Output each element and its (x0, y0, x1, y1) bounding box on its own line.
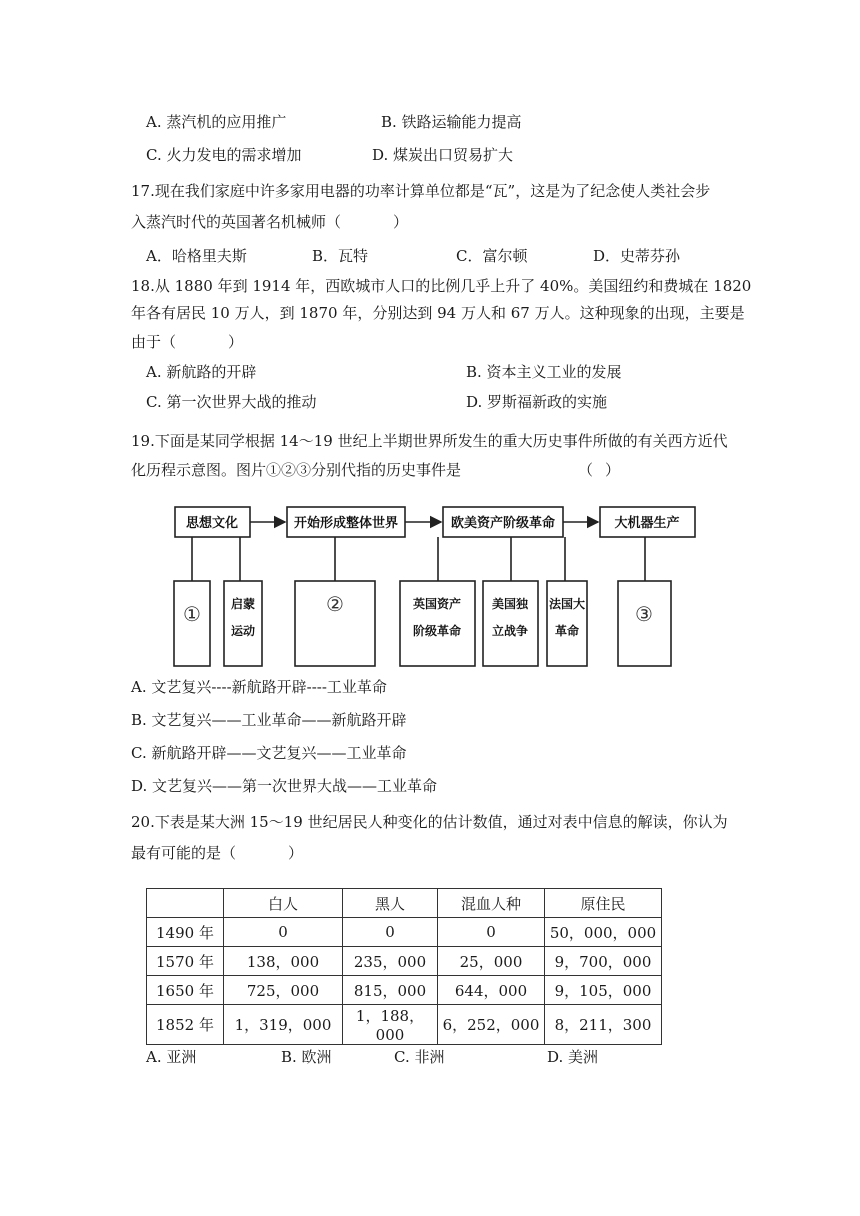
q20-option-a: A. 亚洲 (146, 1048, 197, 1066)
table-cell: 1570 年 (147, 947, 224, 976)
table-cell: 235，000 (343, 947, 438, 976)
flow-label-enlightenment-2: 运动 (230, 624, 256, 638)
q19-answer-paren (578, 460, 620, 480)
q20-option-d: D. 美洲 (547, 1048, 599, 1066)
table-cell: 1650 年 (147, 976, 224, 1005)
table-cell: 1，188，000 (343, 1005, 438, 1045)
table-cell: 50，000，000 (545, 918, 662, 947)
table-row (147, 976, 662, 1005)
table-header-cell: 白人 (224, 889, 343, 918)
q17-stem-line2 (131, 212, 408, 232)
flow-label-machinery: 大机器生产 (614, 516, 680, 531)
q19-flowchart (160, 495, 700, 670)
table-cell: 9，105，000 (545, 976, 662, 1005)
q20-stem-text: 最有可能的是（ (131, 844, 237, 862)
q16-option-a: A. 蒸汽机的应用推广 (146, 113, 287, 131)
flow-label-world: 开始形成整体世界 (293, 516, 399, 531)
table-row (147, 947, 662, 976)
q19-paren-open: （ (578, 461, 594, 479)
q19-option-a: A. 文艺复兴----新航路开辟----工业革命 (131, 678, 387, 696)
flow-label-english-1: 英国资产 (412, 597, 462, 611)
table-cell: 1852 年 (147, 1005, 224, 1045)
q20-paren-close: ） (288, 844, 304, 862)
q17-stem-text: 入蒸汽时代的英国著名机械师（ (131, 213, 342, 231)
q18-option-c: C. 第一次世界大战的推动 (146, 393, 317, 411)
table-header-cell: 原住民 (545, 889, 662, 918)
q19-paren-close: ） (605, 461, 621, 479)
table-cell: 138，000 (224, 947, 343, 976)
q19-stem-line2: 化历程示意图。图片①②③分别代指的历史事件是 (131, 461, 462, 479)
flow-label-french-2: 革命 (554, 624, 580, 638)
q20-stem-line2 (131, 843, 303, 863)
table-cell: 25，000 (438, 947, 545, 976)
flow-marker-3: ③ (635, 602, 653, 626)
q17-stem-line1: 17.现在我们家庭中许多家用电器的功率计算单位都是“瓦”，这是为了纪念使人类社会步 (131, 182, 711, 200)
q17-option-c: C．富尔顿 (456, 247, 528, 265)
flow-marker-1: ① (183, 602, 201, 626)
table-cell: 0 (438, 918, 545, 947)
table-cell: 0 (224, 918, 343, 947)
table-cell: 8，211，300 (545, 1005, 662, 1045)
table-header-cell: 黑人 (343, 889, 438, 918)
flow-label-culture: 思想文化 (185, 516, 239, 531)
table-header-cell (147, 889, 224, 918)
q18-stem-line2: 年各有居民 10 万人，到 1870 年，分别达到 94 万人和 67 万人。这种现象的出现，主要是 (131, 304, 745, 322)
table-cell: 1490 年 (147, 918, 224, 947)
table-cell: 1，319，000 (224, 1005, 343, 1045)
flow-label-english-2: 阶级革命 (412, 624, 462, 638)
q20-option-b: B. 欧洲 (281, 1048, 332, 1066)
table-header-cell: 混血人种 (438, 889, 545, 918)
q18-option-b: B. 资本主义工业的发展 (466, 363, 622, 381)
flow-label-american-2: 立战争 (491, 624, 529, 638)
q18-paren-close: ） (228, 333, 244, 351)
table-row (147, 1005, 662, 1045)
flow-label-revolutions: 欧美资产阶级革命 (450, 516, 556, 531)
table-cell: 725，000 (224, 976, 343, 1005)
q17-option-a: A．哈格里夫斯 (146, 247, 247, 265)
table-cell: 0 (343, 918, 438, 947)
q20-option-c: C. 非洲 (394, 1048, 445, 1066)
table-row (147, 918, 662, 947)
table-cell: 644，000 (438, 976, 545, 1005)
q17-paren-close: ） (393, 213, 409, 231)
q19-stem-line1: 19.下面是某同学根据 14～19 世纪上半期世界所发生的重大历史事件所做的有关西方近代 (131, 432, 728, 450)
flow-marker-2: ② (326, 592, 344, 616)
q18-option-a: A. 新航路的开辟 (146, 363, 257, 381)
population-table (146, 888, 662, 1045)
q18-option-d: D. 罗斯福新政的实施 (466, 393, 608, 411)
q18-stem-line1: 18.从 1880 年到 1914 年，西欧城市人口的比例几乎上升了 40%。美国纽约和费城在 1820 (131, 277, 752, 295)
q19-option-d: D. 文艺复兴——第一次世界大战——工业革命 (131, 777, 438, 795)
q20-stem-line1: 20.下表是某大洲 15～19 世纪居民人种变化的估计数值，通过对表中信息的解读，你认为 (131, 813, 728, 831)
table-cell: 815，000 (343, 976, 438, 1005)
q18-stem-line3 (131, 332, 243, 352)
flow-label-american-1: 美国独 (491, 597, 529, 611)
flow-label-french-1: 法国大 (548, 597, 586, 611)
table-cell: 6，252，000 (438, 1005, 545, 1045)
q16-option-c: C. 火力发电的需求增加 (146, 146, 302, 164)
q17-option-b: B．瓦特 (312, 247, 369, 265)
table-cell: 9，700，000 (545, 947, 662, 976)
q19-option-b: B. 文艺复兴——工业革命——新航路开辟 (131, 711, 407, 729)
q16-option-d: D. 煤炭出口贸易扩大 (372, 146, 514, 164)
q19-option-c: C. 新航路开辟——文艺复兴——工业革命 (131, 744, 407, 762)
q16-option-b: B. 铁路运输能力提高 (381, 113, 522, 131)
flow-label-enlightenment-1: 启蒙 (230, 597, 256, 611)
table-header-row (147, 889, 662, 918)
q18-stem-text: 由于（ (131, 333, 177, 351)
q17-option-d: D．史蒂芬孙 (593, 247, 681, 265)
